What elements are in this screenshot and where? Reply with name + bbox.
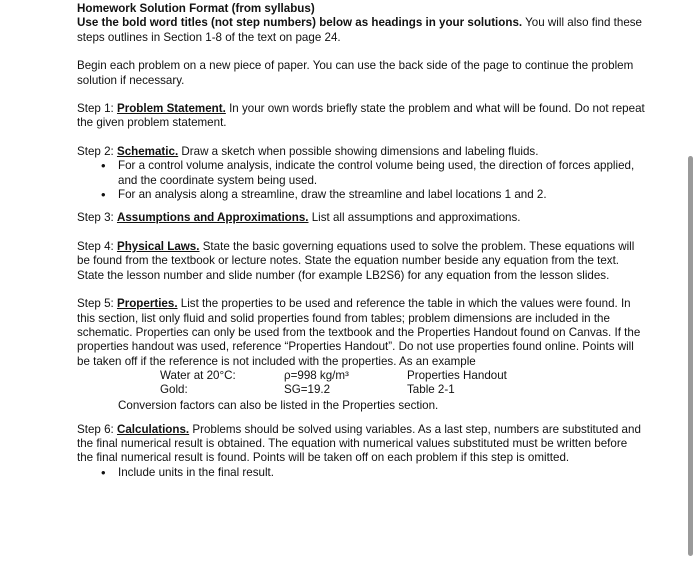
step-2-prefix: Step 2:: [77, 144, 117, 158]
instructions-text: You will also find these steps outlines in Section 1-8 of the text on page 24.: [77, 16, 643, 44]
list-item: • For a control volume analysis, indicate the control volume being used, the direction of forces applied, and the coordinate system being used.: [77, 159, 645, 188]
properties-example: [77, 369, 645, 399]
step-5-title: Properties.: [116, 297, 178, 311]
step-1-prefix: Step 1:: [77, 102, 117, 116]
conversion-note: Conversion factors can also be listed in the Properties section.: [118, 399, 439, 413]
step-3-title: Assumptions and Approximations.: [116, 211, 309, 225]
instructions-bold: Use the bold word titles (not step numbers) below as headings in your solutions.: [77, 16, 523, 30]
step-1-title: Problem Statement.: [116, 102, 226, 116]
vertical-scrollbar[interactable]: [688, 156, 693, 556]
example-value: ρ=998 kg/m³: [284, 369, 349, 383]
step-5-text: List the properties to be used and reference the table in which the values were found. In this section, list only fluid and solid properties found from tables; problem dimensions are included in the schematic. Properties can only be used from the textbook and the Properties Handout found on Canvas. If the properties handout was used, reference “Properties Handout”. Do not use properties found online. Points will be taken off if the reference is not included with the properties. As an example: [77, 297, 641, 368]
step-3-text: List all assumptions and approximations.: [308, 211, 521, 225]
example-reference: Table 2-1: [407, 383, 455, 397]
example-reference: Properties Handout: [407, 369, 507, 383]
step-3-prefix: Step 3:: [77, 211, 117, 225]
step-3: [77, 211, 645, 225]
step-2-text: Draw a sketch when possible showing dimensions and labeling fluids.: [178, 144, 539, 158]
step-1: [77, 102, 645, 131]
step-4-prefix: Step 4:: [77, 239, 117, 253]
step-6-text: Problems should be solved using variables. As a last step, numbers are substituted and the final numerical result is obtained. The equation with numerical values substituted must be written before the final numerical result is found. Points will be taken off on each problem if this step is omitted.: [77, 422, 641, 465]
step-6-prefix: Step 6:: [77, 422, 117, 436]
list-item: • For an analysis along a streamline, draw the streamline and label locations 1 and 2.: [77, 188, 645, 202]
instructions: [77, 16, 645, 45]
example-label: Water at 20°C:: [160, 369, 236, 383]
document-page: [77, 2, 645, 480]
list-item: • Include units in the final result.: [77, 466, 645, 480]
step-5: [77, 297, 645, 369]
step-4-text: State the basic governing equations used to solve the problem. These equations will be found from the textbook or lecture notes. State the equation number beside any equation from the text. State the lesson number and slide number (for example LB2S6) for any equation from the lesson slides.: [77, 239, 635, 282]
step-2-title: Schematic.: [116, 144, 179, 158]
step-1-text: In your own words briefly state the problem and what will be found. Do not repeat the given problem statement.: [77, 102, 645, 130]
step-6-title: Calculations.: [116, 422, 190, 436]
example-label: Gold:: [160, 383, 188, 397]
step-4: [77, 240, 645, 283]
example-value: SG=19.2: [284, 383, 331, 397]
step-4-title: Physical Laws.: [116, 239, 200, 253]
step-2-bullets: [77, 159, 645, 202]
intro-paragraph: Begin each problem on a new piece of paper. You can use the back side of the page to continue the problem solution if necessary.: [77, 59, 634, 87]
doc-title: Homework Solution Format (from syllabus): [77, 2, 315, 15]
step-5-prefix: Step 5:: [77, 297, 117, 311]
step-2: [77, 145, 645, 159]
step-6: [77, 423, 645, 466]
step-6-bullets: [77, 466, 645, 480]
